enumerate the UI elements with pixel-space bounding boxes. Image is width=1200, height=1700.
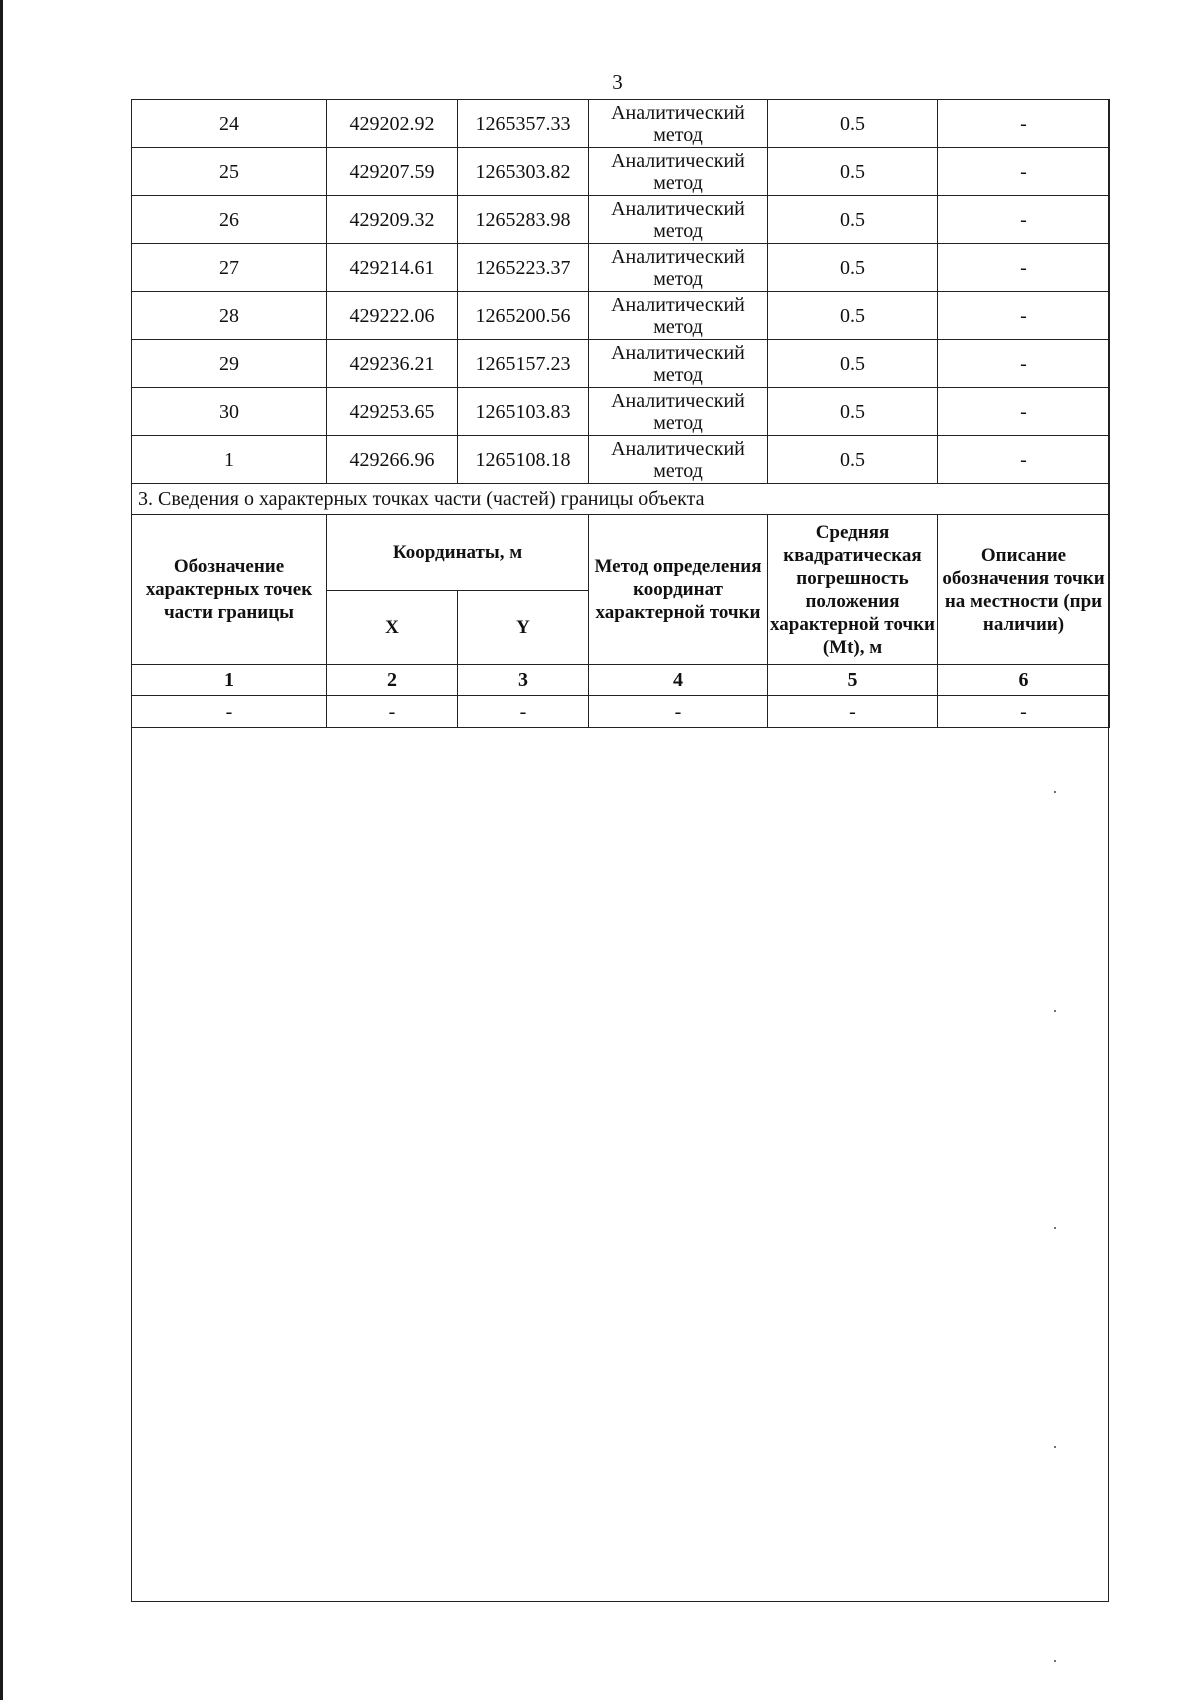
column-number: 1	[132, 665, 327, 696]
cell-point: 27	[132, 244, 327, 292]
table-row	[132, 148, 1110, 196]
table-row	[132, 100, 1110, 148]
cell-method: Аналитический метод	[589, 100, 768, 148]
scan-edge	[0, 0, 3, 1700]
cell-mt: 0.5	[768, 388, 938, 436]
header-mt: Средняя квадратическая погрешность положения характерной точки (Mt), м	[768, 515, 938, 665]
table-row	[132, 340, 1110, 388]
cell-mt: 0.5	[768, 100, 938, 148]
cell-point: 28	[132, 292, 327, 340]
cell-description: -	[938, 148, 1110, 196]
cell-description: -	[938, 244, 1110, 292]
cell-mt: 0.5	[768, 244, 938, 292]
coordinates-table	[131, 99, 1110, 728]
cell-method: Аналитический метод	[589, 436, 768, 484]
header-x: X	[327, 591, 458, 665]
column-number: 4	[589, 665, 768, 696]
scan-speck	[1054, 1010, 1056, 1012]
cell-description: -	[938, 196, 1110, 244]
cell-x: 429266.96	[327, 436, 458, 484]
cell-mt: 0.5	[768, 340, 938, 388]
cell-x: 429207.59	[327, 148, 458, 196]
header-method: Метод определения координат характерной точки	[589, 515, 768, 665]
cell-method: -	[589, 696, 768, 728]
section3-body	[132, 484, 1110, 728]
scan-speck	[1054, 791, 1056, 793]
cell-x: 429236.21	[327, 340, 458, 388]
header-description: Описание обозначения точки на местности (при наличии)	[938, 515, 1110, 665]
cell-point: 29	[132, 340, 327, 388]
cell-x: 429222.06	[327, 292, 458, 340]
table-row	[132, 388, 1110, 436]
scan-speck	[1054, 1227, 1056, 1229]
cell-mt: 0.5	[768, 436, 938, 484]
section3-row	[132, 696, 1110, 728]
column-number-row	[132, 665, 1110, 696]
table-row	[132, 292, 1110, 340]
table-row	[132, 244, 1110, 292]
cell-point: 30	[132, 388, 327, 436]
cell-point: 25	[132, 148, 327, 196]
cell-y: 1265223.37	[458, 244, 589, 292]
cell-point: 1	[132, 436, 327, 484]
cell-y: 1265283.98	[458, 196, 589, 244]
scan-speck	[1054, 1446, 1056, 1448]
cell-method: Аналитический метод	[589, 340, 768, 388]
cell-point: 24	[132, 100, 327, 148]
cell-y: 1265357.33	[458, 100, 589, 148]
cell-description: -	[938, 388, 1110, 436]
cell-x: -	[327, 696, 458, 728]
cell-method: Аналитический метод	[589, 244, 768, 292]
header-designation: Обозначение характерных точек части границы	[132, 515, 327, 665]
cell-method: Аналитический метод	[589, 388, 768, 436]
cell-y: -	[458, 696, 589, 728]
cell-y: 1265303.82	[458, 148, 589, 196]
cell-method: Аналитический метод	[589, 292, 768, 340]
cell-mt: 0.5	[768, 196, 938, 244]
cell-y: 1265103.83	[458, 388, 589, 436]
cell-x: 429209.32	[327, 196, 458, 244]
cell-mt: 0.5	[768, 292, 938, 340]
cell-x: 429253.65	[327, 388, 458, 436]
column-number: 5	[768, 665, 938, 696]
cell-y: 1265108.18	[458, 436, 589, 484]
cell-description: -	[938, 696, 1110, 728]
cell-mt: 0.5	[768, 148, 938, 196]
cell-y: 1265200.56	[458, 292, 589, 340]
cell-point: 26	[132, 196, 327, 244]
cell-point: -	[132, 696, 327, 728]
cell-mt: -	[768, 696, 938, 728]
column-number: 2	[327, 665, 458, 696]
header-y: Y	[458, 591, 589, 665]
table-row	[132, 436, 1110, 484]
section3-title: 3. Сведения о характерных точках части (частей) границы объекта	[132, 484, 1110, 515]
cell-y: 1265157.23	[458, 340, 589, 388]
cell-x: 429202.92	[327, 100, 458, 148]
table-row	[132, 196, 1110, 244]
cell-x: 429214.61	[327, 244, 458, 292]
cell-method: Аналитический метод	[589, 196, 768, 244]
header-coordinates: Координаты, м	[327, 515, 589, 591]
cell-description: -	[938, 100, 1110, 148]
cell-method: Аналитический метод	[589, 148, 768, 196]
page-number: 3	[612, 70, 623, 94]
column-number: 3	[458, 665, 589, 696]
cell-description: -	[938, 292, 1110, 340]
column-number: 6	[938, 665, 1110, 696]
cell-description: -	[938, 436, 1110, 484]
cell-description: -	[938, 340, 1110, 388]
scan-speck	[1054, 1660, 1056, 1662]
points-table-body	[132, 100, 1110, 484]
